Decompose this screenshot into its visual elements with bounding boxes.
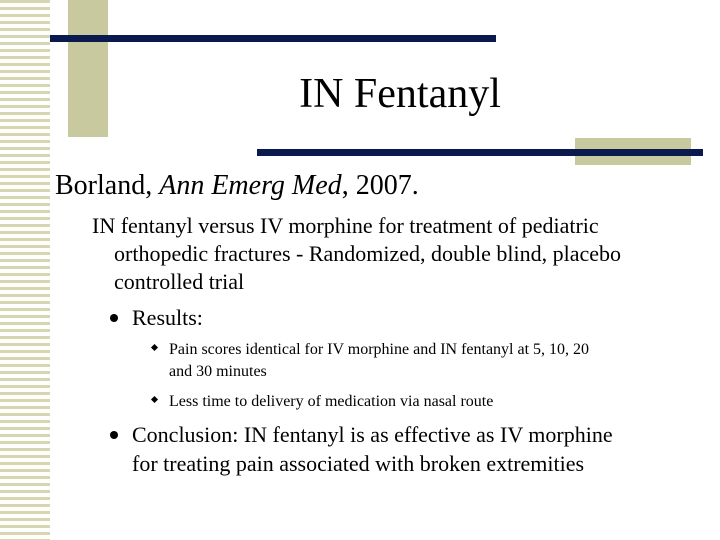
citation-journal: Ann Emerg Med xyxy=(159,170,342,201)
results-label: Results: xyxy=(132,305,203,330)
citation-year: , 2007. xyxy=(341,170,419,201)
result-item xyxy=(152,339,589,383)
title-rule-bottom xyxy=(257,149,703,156)
conclusion-text: Conclusion: IN fentanyl is as effective as IV morphine xyxy=(132,422,613,447)
conclusion-text: for treating pain associated with broken extremities xyxy=(132,451,585,476)
result-text: and 30 minutes xyxy=(169,363,267,380)
bullet-diamond-icon xyxy=(151,396,158,403)
decorative-stripes xyxy=(0,0,50,540)
result-text: Pain scores identical for IV morphine and IN fentanyl at 5, 10, 20 xyxy=(169,341,590,358)
title-rule-top xyxy=(50,35,496,42)
bullet-dot-icon xyxy=(110,431,118,439)
summary-line: orthopedic fractures - Randomized, double blind, placebo xyxy=(114,241,622,266)
result-text: Less time to delivery of medication via nasal route xyxy=(169,393,494,410)
results-item xyxy=(110,303,203,332)
citation-author: Borland, xyxy=(55,170,153,201)
bullet-dot-icon xyxy=(110,314,118,322)
decorative-block-top xyxy=(68,0,108,137)
summary-line: controlled trial xyxy=(114,269,245,294)
result-item xyxy=(152,391,493,413)
study-summary xyxy=(92,212,692,296)
page-title: IN Fentanyl xyxy=(299,71,501,117)
summary-line: IN fentanyl versus IV morphine for treatment of pediatric xyxy=(92,213,599,238)
citation-heading xyxy=(55,170,419,202)
conclusion-item xyxy=(110,420,613,478)
bullet-diamond-icon xyxy=(151,344,158,351)
